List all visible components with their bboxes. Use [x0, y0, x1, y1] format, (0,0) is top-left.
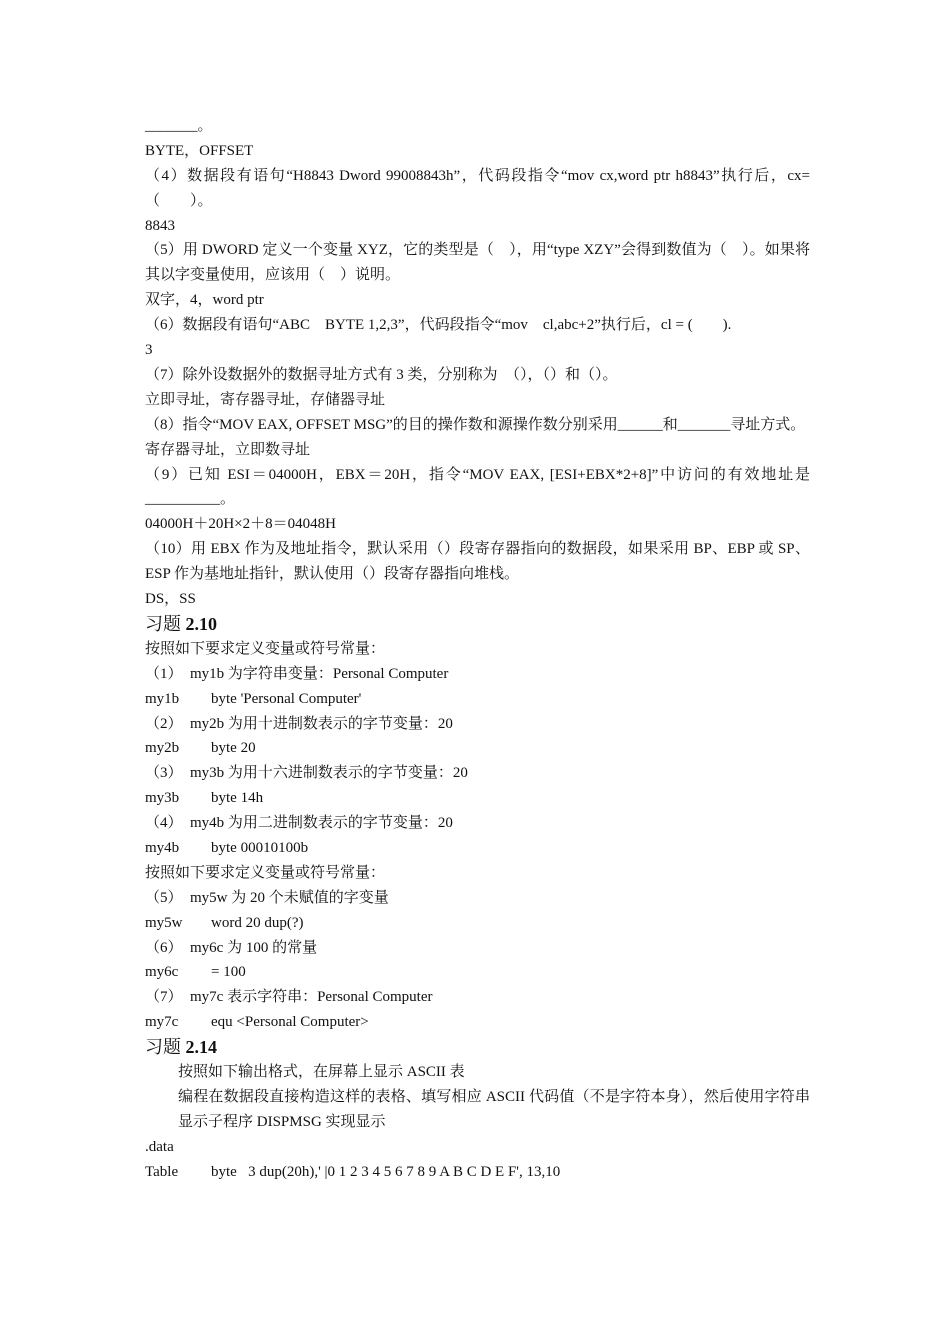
- answer-text: 双字，4，word ptr: [145, 292, 264, 309]
- code-label: my4b: [145, 839, 180, 856]
- exercise-item: （5） my5w 为 20 个未赋值的字变量: [145, 889, 389, 906]
- heading-prefix: 习题: [145, 613, 186, 634]
- code-line: [145, 836, 810, 861]
- question-5: （5）用 DWORD 定义一个变量 XYZ，它的类型是（ ），用“type XZY”会得到数值为（ ）。如果将其以字变量使用，应该用（ ）说明。: [145, 242, 810, 284]
- code-line: [145, 1160, 810, 1185]
- instruction-text: 按照如下输出格式，在屏幕上显示 ASCII 表: [178, 1064, 465, 1080]
- answer-text: 04000H＋20H×2＋8＝04048H: [145, 516, 336, 533]
- code-label: my5w: [145, 914, 183, 931]
- exercise-item: （7） my7c 表示字符串：Personal Computer: [145, 989, 433, 1006]
- exercise-item: （4） my4b 为用二进制数表示的字节变量：20: [145, 815, 453, 832]
- code-label: my2b: [145, 740, 180, 757]
- instruction-text: 按照如下要求定义变量或符号常量：: [145, 640, 386, 657]
- code-label: my1b: [145, 690, 180, 707]
- exercise-heading-2-14: [145, 1035, 810, 1060]
- exercise-item: （3） my3b 为用十六进制数表示的字节变量：20: [145, 765, 468, 782]
- question-10: （10）用 EBX 作为及地址指令，默认采用（）段寄存器指向的数据段，如果采用 BP、EBP 或 SP、ESP 作为基地址指针，默认使用（）段寄存器指向堆栈。: [145, 541, 810, 583]
- code-label: my3b: [145, 790, 180, 807]
- code-text: equ <Personal Computer>: [211, 1014, 369, 1031]
- document-page: [145, 114, 810, 1184]
- answer-text: 寄存器寻址，立即数寻址: [145, 441, 311, 458]
- answer-blank: _______。: [145, 118, 213, 134]
- code-label: my7c: [145, 1014, 179, 1031]
- instruction-text: 按照如下要求定义变量或符号常量：: [145, 864, 386, 881]
- code-line: [145, 911, 810, 936]
- code-text: byte 14h: [211, 790, 264, 807]
- code-text: byte 3 dup(20h),' |0 1 2 3 4 5 6 7 8 9 A B C D E F', 13,10: [211, 1163, 561, 1180]
- answer-text: 立即寻址，寄存器寻址，存储器寻址: [145, 391, 386, 408]
- code-text: byte 20: [211, 740, 256, 757]
- code-label: Table: [145, 1163, 179, 1180]
- code-label: my6c: [145, 964, 179, 981]
- code-text: word 20 dup(?): [211, 914, 304, 931]
- code-line: [145, 1010, 810, 1035]
- answer-text: BYTE，OFFSET: [145, 142, 254, 159]
- code-text: byte 'Personal Computer': [211, 690, 362, 707]
- code-line: [145, 786, 810, 811]
- question-8: （8）指令“MOV EAX, OFFSET MSG”的目的操作数和源操作数分别采用______和_______寻址方式。: [145, 416, 806, 433]
- code-text: = 100: [211, 964, 246, 981]
- answer-text: DS，SS: [145, 591, 196, 608]
- heading-number: 2.10: [185, 613, 217, 634]
- answer-text: 3: [145, 342, 153, 359]
- question-9: （9）已知 ESI＝04000H，EBX＝20H，指令“MOV EAX, [ESI+EBX*2+8]”中访问的有效地址是__________。: [145, 466, 810, 508]
- code-line: [145, 960, 810, 985]
- exercise-item: （2） my2b 为用十进制数表示的字节变量：20: [145, 715, 453, 732]
- exercise-item: （1） my1b 为字符串变量：Personal Computer: [145, 665, 449, 682]
- question-4: （4）数据段有语句“H8843 Dword 99008843h”，代码段指令“mov cx,word ptr h8843”执行后，cx=（ ）。: [145, 167, 810, 209]
- exercise-item: （6） my6c 为 100 的常量: [145, 939, 318, 956]
- exercise-heading-2-10: [145, 612, 810, 637]
- question-7: （7）除外设数据外的数据寻址方式有 3 类，分别称为 （），（）和（）。: [145, 366, 618, 383]
- data-directive: .data: [145, 1138, 174, 1155]
- code-line: [145, 687, 810, 712]
- heading-number: 2.14: [185, 1037, 217, 1058]
- question-6: （6）数据段有语句“ABC BYTE 1,2,3”，代码段指令“mov cl,abc+2”执行后，cl = ( ).: [145, 317, 732, 334]
- answer-text: 8843: [145, 217, 175, 234]
- code-text: byte 00010100b: [211, 839, 309, 856]
- instruction-text: 编程在数据段直接构造这样的表格、填写相应 ASCII 代码值（不是字符本身），然后使用字符串显示子程序 DISPMSG 实现显示: [178, 1088, 810, 1130]
- heading-prefix: 习题: [145, 1037, 186, 1058]
- code-line: [145, 736, 810, 761]
